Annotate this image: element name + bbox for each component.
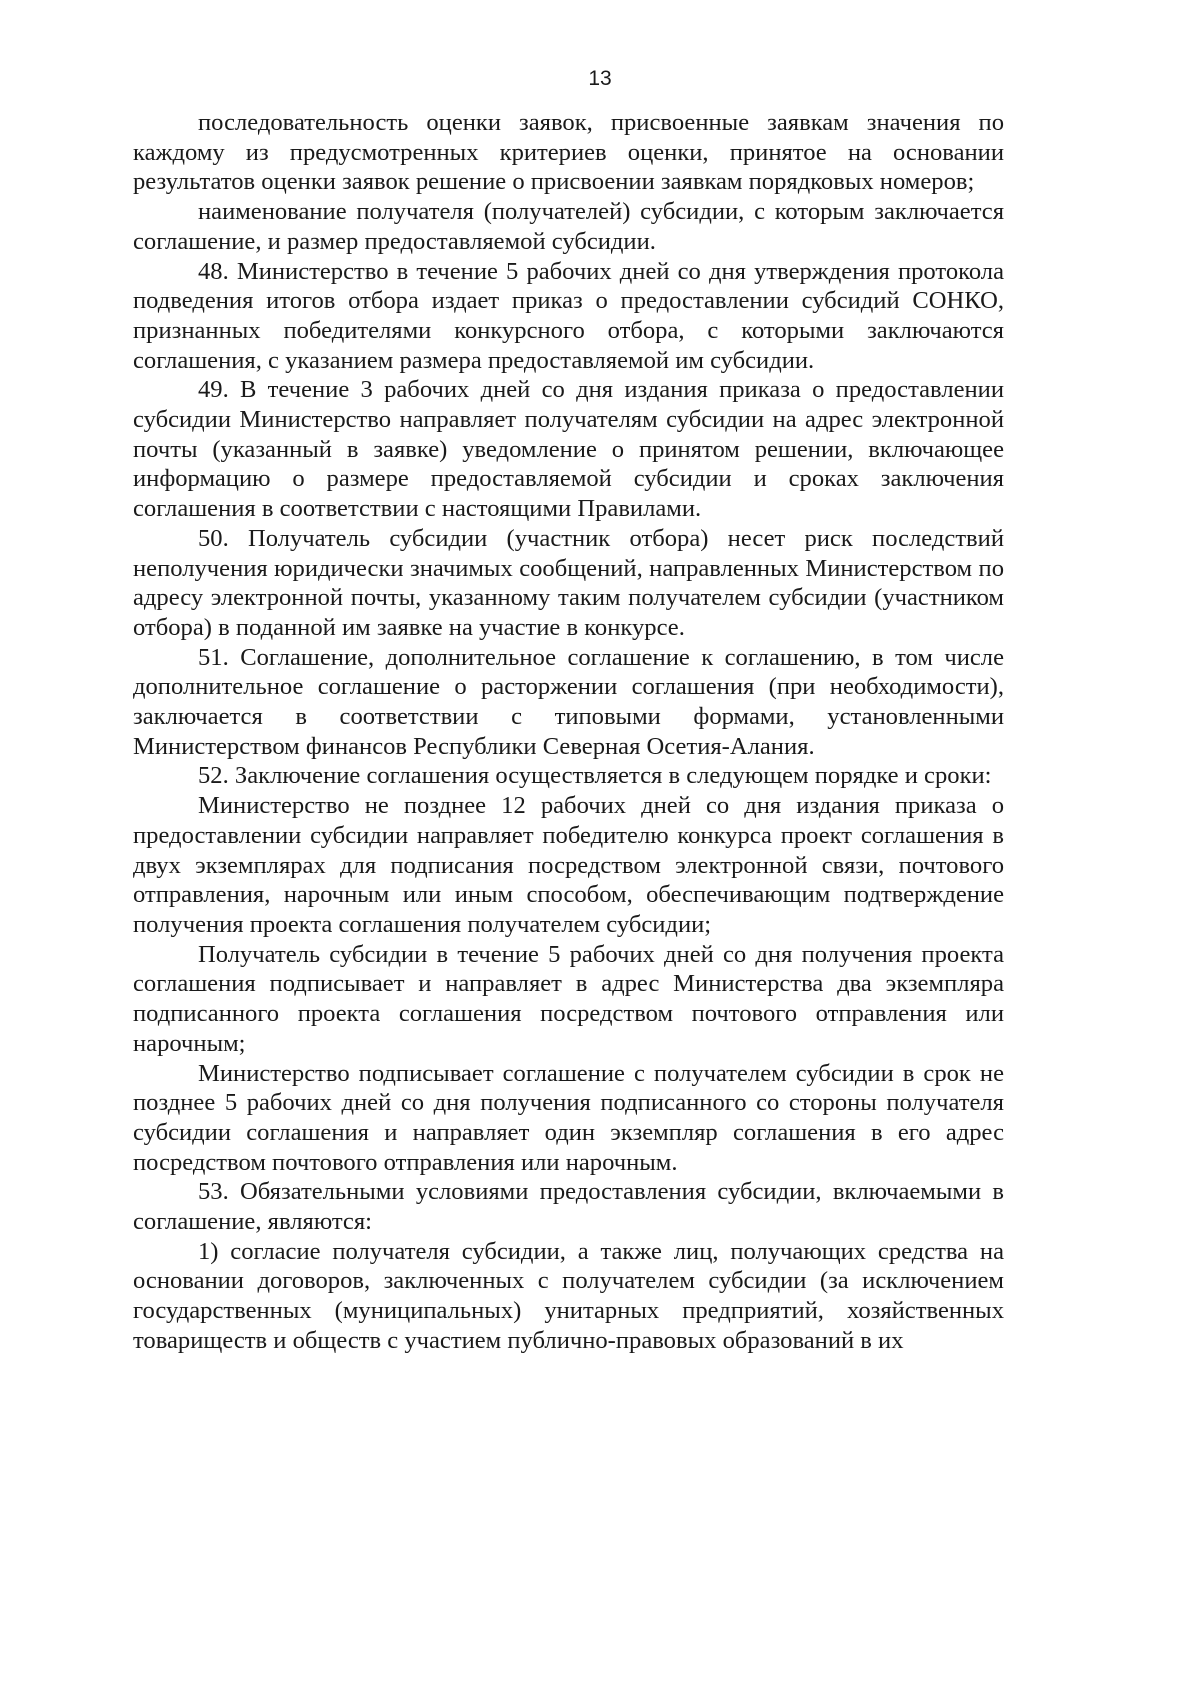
paragraph: 53. Обязательными условиями предоставления субсидии, включаемыми в соглашение, являются: [133, 1178, 1004, 1236]
paragraph: 1) согласие получателя субсидии, а также лиц, получающих средства на основании договоров, заключенных с получателем субсидии (за исключением государственных (муниципальных) унитарных предприятий, хозяйственных товариществ и обществ с участием публично-правовых образований в их [133, 1237, 1004, 1354]
paragraph: последовательность оценки заявок, присвоенные заявкам значения по каждому из предусмотренных критериев оценки, принятое на основании результатов оценки заявок решение о присвоении заявкам порядковых номеров; [133, 109, 1004, 196]
paragraph: 49. В течение 3 рабочих дней со дня издания приказа о предоставлении субсидии Министерство направляет получателям субсидии на адрес электронной почты (указанный в заявке) уведомление о принятом решении, включающее информацию о размере предоставляемой субсидии и сроках заключения соглашения в соответствии с настоящими Правилами. [133, 376, 1004, 523]
paragraph: Министерство подписывает соглашение с получателем субсидии в срок не позднее 5 рабочих дней со дня получения подписанного со стороны получателя субсидии соглашения и направляет один экземпляр соглашения в его адрес посредством почтового отправления или нарочным. [133, 1059, 1004, 1176]
paragraph: 48. Министерство в течение 5 рабочих дней со дня утверждения протокола подведения итогов отбора издает приказ о предоставлении субсидий СОНКО, признанных победителями конкурсного отбора, с которыми заключаются соглашения, с указанием размера предоставляемой им субсидии. [133, 257, 1004, 374]
document-body [133, 108, 1004, 1356]
page-number: 13 [588, 67, 612, 90]
paragraph: 52. Заключение соглашения осуществляется в следующем порядке и сроки: [198, 762, 992, 790]
paragraph: Получатель субсидии в течение 5 рабочих дней со дня получения проекта соглашения подписывает и направляет в адрес Министерства два экземпляра подписанного проекта соглашения посредством почтового отправления или нарочным; [133, 940, 1004, 1057]
paragraph: Министерство не позднее 12 рабочих дней со дня издания приказа о предоставлении субсидии направляет победителю конкурса проект соглашения в двух экземплярах для подписания посредством электронной связи, почтового отправления, нарочным или иным способом, обеспечивающим подтверждение получения проекта соглашения получателем субсидии; [133, 792, 1004, 938]
paragraph: наименование получателя (получателей) субсидии, с которым заключается соглашение, и размер предоставляемой субсидии. [133, 198, 1004, 255]
paragraph: 51. Соглашение, дополнительное соглашение к соглашению, в том числе дополнительное соглашение о расторжении соглашения (при необходимости), заключается в соответствии с типовыми формами, установленными Министерством финансов Республики Северная Осетия-Алания. [133, 643, 1004, 760]
paragraph: 50. Получатель субсидии (участник отбора) несет риск последствий неполучения юридически значимых сообщений, направленных Министерством по адресу электронной почты, указанному таким получателем субсидии (участником отбора) в поданной им заявке на участие в конкурсе. [133, 524, 1004, 641]
